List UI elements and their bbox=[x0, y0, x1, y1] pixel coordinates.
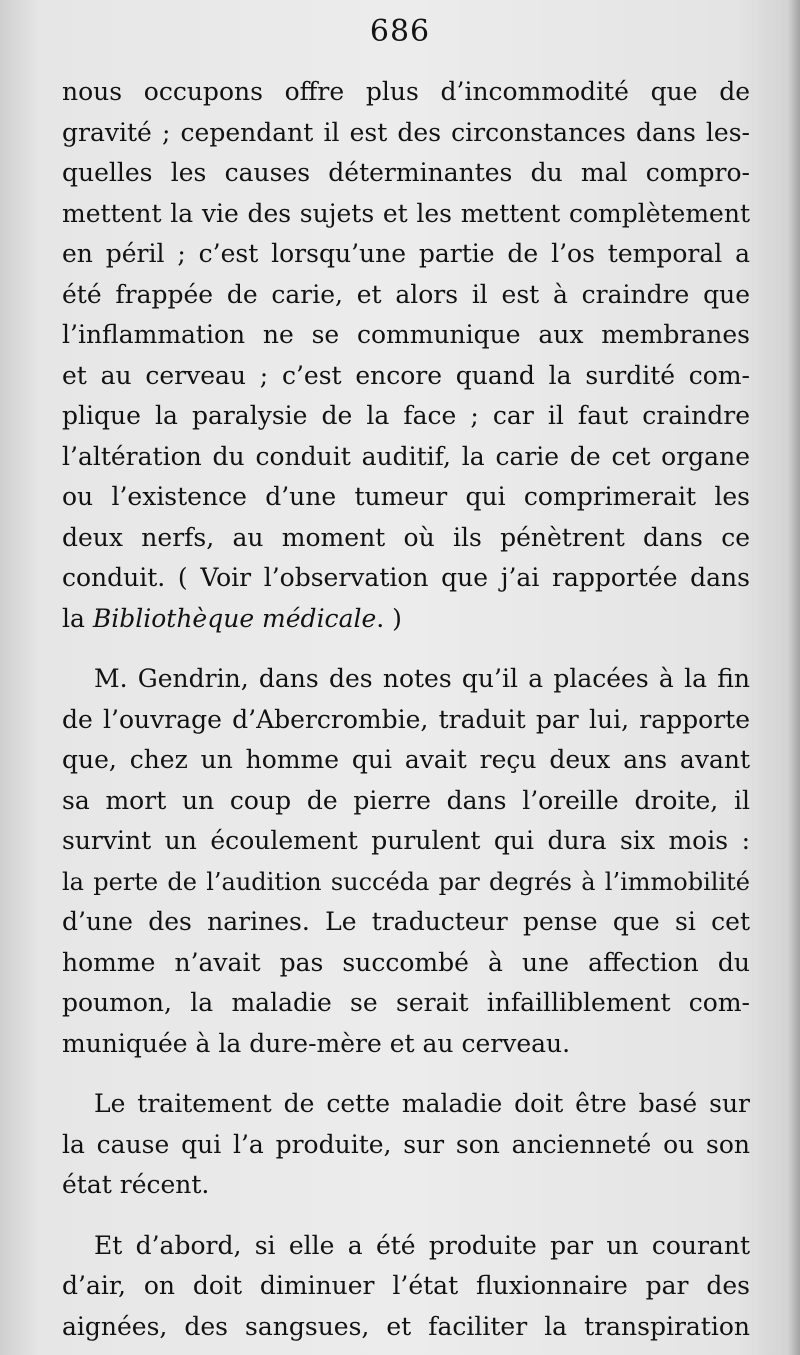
text-line: été frappée de carie, et alors il est à craindre que bbox=[62, 279, 750, 309]
text-line: sa mort un coup de pierre dans l’oreille droite, il bbox=[62, 785, 750, 815]
text-line: de l’ouvrage d’Abercrombie, traduit par lui, rapporte bbox=[62, 704, 750, 734]
paragraph-gap bbox=[62, 1064, 750, 1084]
text-line: Le traitement de cette maladie doit être basé sur bbox=[94, 1089, 750, 1118]
text-line: état récent. bbox=[62, 1170, 210, 1199]
text-line: deux nerfs, au moment où ils pénètrent dans ce bbox=[62, 522, 750, 552]
citation-suffix: . ) bbox=[376, 603, 402, 633]
text-line: gravité ; cependant il est des circonstances dans les- bbox=[62, 117, 750, 147]
citation-prefix: la bbox=[62, 603, 93, 633]
text-line: et au cerveau ; c’est encore quand la surdité com- bbox=[62, 360, 750, 390]
paragraph-gap bbox=[62, 639, 750, 659]
paragraph-gap bbox=[62, 1206, 750, 1226]
text-line: la cause qui l’a produite, sur son ancienneté ou son bbox=[62, 1129, 750, 1159]
text-line: la perte de l’audition succéda par degrés à l’immobilité bbox=[62, 867, 750, 896]
paragraph-2 bbox=[62, 659, 750, 1064]
text-line-with-citation bbox=[62, 599, 750, 640]
text-line: l’inflammation ne se communique aux membranes bbox=[62, 320, 750, 349]
paragraph-4 bbox=[62, 1226, 750, 1348]
text-line: quelles les causes déterminantes du mal compro- bbox=[62, 158, 750, 187]
text-line: ou l’existence d’une tumeur qui comprimerait les bbox=[62, 482, 750, 511]
text-line: mettent la vie des sujets et les mettent complètement bbox=[62, 198, 750, 228]
text-line: aignées, des sangsues, et faciliter la transpiration bbox=[62, 1311, 750, 1341]
text-line: homme n’avait pas succombé à une affection du bbox=[62, 947, 750, 977]
body-text bbox=[62, 72, 750, 1347]
paragraph-3 bbox=[62, 1084, 750, 1206]
text-line: muniquée à la dure-mère et au cerveau. bbox=[62, 1028, 571, 1058]
text-line: nous occupons offre plus d’incommodité que de bbox=[62, 77, 750, 106]
text-line: Et d’abord, si elle a été produite par un courant bbox=[94, 1230, 750, 1260]
book-title-italic: Bibliothèque médicale bbox=[92, 603, 377, 633]
text-line: en péril ; c’est lorsqu’une partie de l’os temporal a bbox=[62, 239, 750, 268]
text-line: d’une des narines. Le traducteur pense que si cet bbox=[62, 907, 750, 936]
text-line: d’air, on doit diminuer l’état fluxionnaire par des bbox=[62, 1271, 750, 1300]
text-line: que, chez un homme qui avait reçu deux ans avant bbox=[62, 745, 750, 774]
text-line: survint un écoulement purulent qui dura six mois : bbox=[62, 826, 750, 855]
text-line: l’altération du conduit auditif, la carie de cet organe bbox=[62, 441, 750, 471]
page-number: 686 bbox=[369, 14, 431, 49]
text-line: conduit. ( Voir l’observation que j’ai rapportée dans bbox=[62, 563, 750, 592]
text-line: plique la paralysie de la face ; car il faut craindre bbox=[62, 401, 750, 430]
text-line: M. Gendrin, dans des notes qu’il a placées à la fin bbox=[94, 664, 750, 693]
page-edge-shadow bbox=[788, 0, 800, 1355]
text-line: poumon, la maladie se serait infailliblement com- bbox=[62, 988, 750, 1017]
paragraph-1 bbox=[62, 72, 750, 639]
